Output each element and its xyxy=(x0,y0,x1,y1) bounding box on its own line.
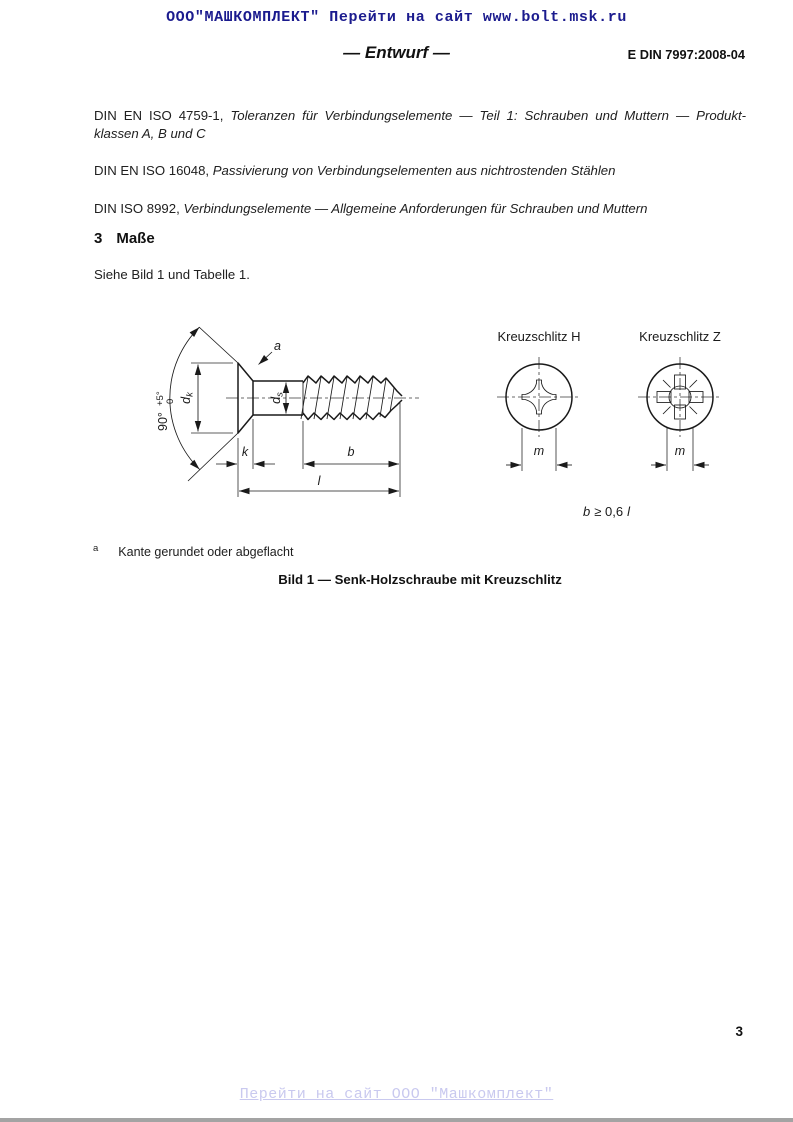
dimension-k xyxy=(216,445,275,464)
reference-entry xyxy=(94,162,746,180)
svg-text:m: m xyxy=(533,444,545,458)
reference-title: Toleranzen für Verbindungselemente — Teil 1: Schrauben und Muttern — Produkt- xyxy=(230,108,747,123)
cone-construction-line-top xyxy=(199,327,238,363)
cone-construction-line-bottom xyxy=(188,433,238,481)
phillips-recess-view xyxy=(497,329,581,471)
page-bottom-edge xyxy=(0,1118,793,1122)
dimension-m-h xyxy=(506,428,572,471)
section-heading xyxy=(94,230,155,247)
intro-sentence: Siehe Bild 1 und Tabelle 1. xyxy=(94,267,250,282)
angle-label xyxy=(155,391,176,431)
footnote-a-leader xyxy=(259,352,273,365)
svg-text:m: m xyxy=(674,444,686,458)
svg-text:l: l xyxy=(317,474,321,488)
footnote-marker: a xyxy=(93,543,99,554)
thread-length-note: b ≥ 0,6 l xyxy=(583,504,630,519)
svg-text:b: b xyxy=(347,445,355,459)
footnote-a xyxy=(93,543,293,559)
reference-title: Passivierung von Verbindungselementen aus nichtrostenden Stählen xyxy=(212,163,616,178)
section-title: Maße xyxy=(116,230,155,247)
figure-caption: Bild 1 — Senk-Holzschraube mit Kreuzschlitz xyxy=(278,572,562,587)
shop-footer-link[interactable]: Перейти на сайт ООО "Машкомплект" xyxy=(239,1086,554,1103)
dimension-dk xyxy=(179,363,233,433)
references-block xyxy=(94,107,746,217)
figure-1-drawing xyxy=(90,303,770,538)
reference-entry xyxy=(94,107,746,142)
screw-side-view xyxy=(155,327,419,497)
svg-text:k: k xyxy=(241,445,249,459)
draft-label: — Entwurf — xyxy=(343,43,450,62)
thread-top-profile xyxy=(303,376,402,396)
dimension-l xyxy=(239,474,399,491)
shop-header-link[interactable]: ООО"МАШКОМПЛЕКТ" Перейти на сайт www.bolt.msk.ru xyxy=(166,9,627,26)
svg-text:ds: $d_s$ xyxy=(269,392,286,404)
svg-text:90°+5°0: 90°+5°0 xyxy=(155,391,176,431)
reference-code: DIN ISO 8992, xyxy=(94,200,180,216)
reference-code: DIN EN ISO 4759-1, xyxy=(94,108,224,123)
phillips-recess-label: Kreuzschlitz H xyxy=(497,329,581,344)
reference-title: Verbindungselemente — Allgemeine Anforderungen für Schrauben und Muttern xyxy=(183,200,648,216)
reference-entry xyxy=(94,200,746,218)
footnote-a-callout-label: a xyxy=(274,339,281,353)
reference-title-continued: klassen A, B und C xyxy=(94,125,206,141)
dimension-b xyxy=(304,445,399,464)
section-number: 3 xyxy=(94,230,103,247)
pozidriv-recess-label: Kreuzschlitz Z xyxy=(639,329,721,344)
pozidriv-recess-view xyxy=(638,329,722,471)
page-number: 3 xyxy=(735,1024,743,1039)
svg-text:dk: $d_k$ xyxy=(179,392,196,404)
thread-bottom-profile xyxy=(303,400,402,420)
reference-code: DIN EN ISO 16048, xyxy=(94,163,210,178)
dimension-m-z xyxy=(651,428,709,471)
document-number: E DIN 7997:2008-04 xyxy=(627,47,745,62)
footnote-text: Kante gerundet oder abgeflacht xyxy=(118,545,294,560)
